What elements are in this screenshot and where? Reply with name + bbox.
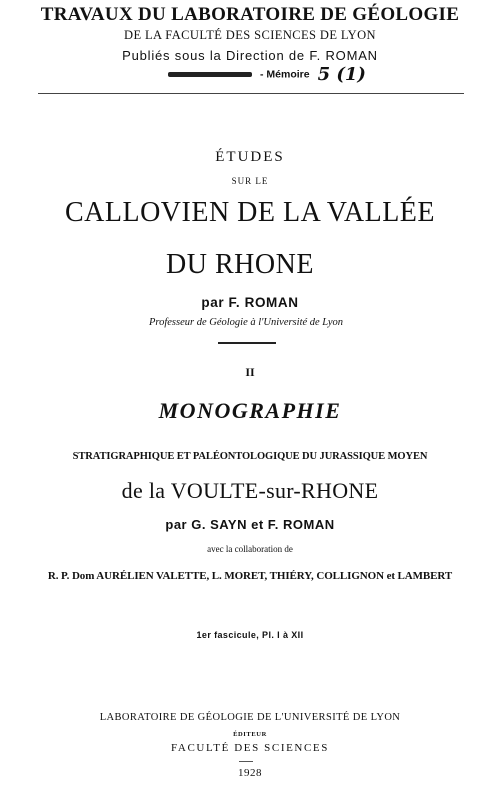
header-line-3: Publiés sous la Direction de F. ROMAN xyxy=(122,48,378,63)
part-authors: par G. SAYN et F. ROMAN xyxy=(165,517,335,532)
part-number: II xyxy=(245,365,255,379)
footer-year: 1928 xyxy=(238,767,262,779)
author-affiliation: Professeur de Géologie à l'Université de Lyon xyxy=(148,317,343,328)
memoire-number: 5 (1) xyxy=(317,64,366,85)
header-line-1: TRAVAUX DU LABORATOIRE DE GÉOLOGIE xyxy=(40,4,460,25)
struck-out-text xyxy=(168,72,252,77)
header-line-2: DE LA FACULTÉ DES SCIENCES DE LYON xyxy=(124,28,376,42)
title-rule xyxy=(218,342,276,344)
footer-faculte: FACULTÉ DES SCIENCES xyxy=(171,742,329,754)
footer-rule xyxy=(239,761,253,762)
main-title-line-1: CALLOVIEN DE LA VALLÉE xyxy=(64,197,436,228)
etudes-heading: ÉTUDES xyxy=(215,149,285,165)
author-line: par F. ROMAN xyxy=(201,295,299,310)
collaboration-intro: avec la collaboration de xyxy=(207,544,293,554)
part-subtitle: STRATIGRAPHIQUE ET PALÉONTOLOGIQUE DU JURASSIQUE MOYEN xyxy=(72,451,428,462)
memoire-label: - Mémoire xyxy=(260,68,310,81)
place-title: de la VOULTE-sur-RHONE xyxy=(121,478,379,503)
fascicule-note: 1er fascicule, Pl. I à XII xyxy=(196,630,304,640)
footer-lab: LABORATOIRE DE GÉOLOGIE DE L'UNIVERSITÉ DE LYON xyxy=(99,712,401,723)
footer-editeur: ÉDITEUR xyxy=(233,731,267,738)
sur-le: SUR LE xyxy=(231,176,269,186)
memoire-row xyxy=(168,64,368,88)
part-title: MONOGRAPHIE xyxy=(158,398,342,423)
header-rule xyxy=(38,93,464,94)
main-title-line-2: DU RHONE xyxy=(166,249,314,280)
collaborators: R. P. Dom AURÉLIEN VALETTE, L. MORET, THIÉRY, COLLIGNON et LAMBERT xyxy=(47,570,453,582)
